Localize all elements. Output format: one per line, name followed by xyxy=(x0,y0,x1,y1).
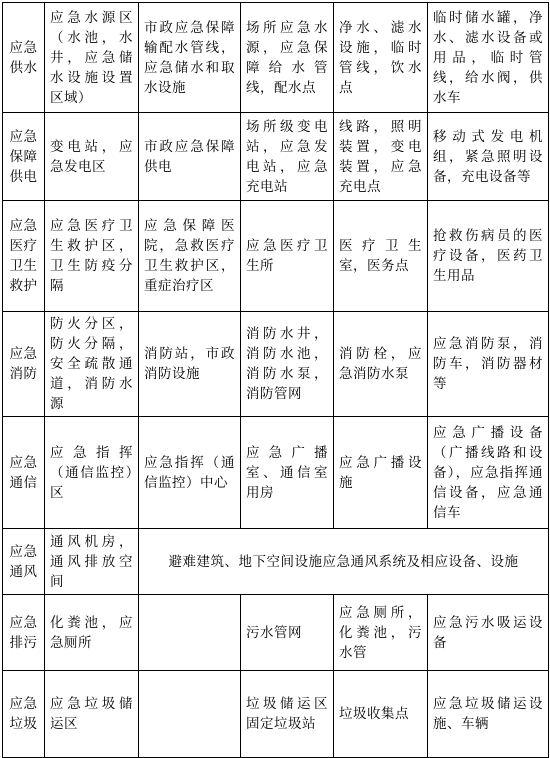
table-cell xyxy=(139,595,241,671)
table-cell: 消防水井，消防水池，消防水泵，消防管网 xyxy=(241,312,334,417)
table-cell: 垃圾储运区固定垃圾站 xyxy=(241,671,334,758)
table-cell: 市政应急保障供电 xyxy=(139,113,241,201)
table-cell: 化粪池，应急厕所 xyxy=(45,595,139,671)
table-cell: 线路，照明装置，变电装置，应急充电点 xyxy=(334,113,428,201)
table-cell: 应急厕所，化粪池，污水管 xyxy=(334,595,428,671)
table-cell: 应急消防泵，消防车，消防器材等 xyxy=(428,312,549,417)
merged-cell: 避难建筑、地下空间设施应急通风系统及相应设备、设施 xyxy=(139,529,549,595)
table-row xyxy=(3,312,549,417)
table-row xyxy=(3,3,549,113)
table-cell: 场所级变电站，应急发电站，应急充电站 xyxy=(241,113,334,201)
table-cell: 通风机房，通风排放空间 xyxy=(45,529,139,595)
table-cell: 抢救伤病员的医疗设备，医药卫生用品 xyxy=(428,201,549,312)
table-cell: 污水管网 xyxy=(241,595,334,671)
row-category: 应急通信 xyxy=(3,417,45,529)
table-cell: 临时储水罐，净水、滤水设备或用品，临时管线，给水阀，供水车 xyxy=(428,3,549,113)
table-row xyxy=(3,595,549,671)
table-cell xyxy=(139,671,241,758)
table-cell: 垃圾收集点 xyxy=(334,671,428,758)
table-row xyxy=(3,113,549,201)
table-cell: 消防站，市政消防设施 xyxy=(139,312,241,417)
table-cell: 应急水源区（水池，水井，应急储水设施设置区域） xyxy=(45,3,139,113)
table-row xyxy=(3,529,549,595)
table-cell: 医疗卫生室，医务点 xyxy=(334,201,428,312)
row-category: 应急医疗卫生救护 xyxy=(3,201,45,312)
table-cell: 净水、滤水设施，临时管线，饮水点 xyxy=(334,3,428,113)
table-cell: 场所应急水源，应急保障给水管线，配水点 xyxy=(241,3,334,113)
table-cell: 应急污水吸运设备 xyxy=(428,595,549,671)
table-cell: 应急保障医院，急救医疗卫生救护区，重症治疗区 xyxy=(139,201,241,312)
table-row xyxy=(3,671,549,758)
table-cell: 应急指挥（通信监控）中心 xyxy=(139,417,241,529)
table-cell: 应急指挥（通信监控）区 xyxy=(45,417,139,529)
row-category: 应急保障供电 xyxy=(3,113,45,201)
row-category: 应急通风 xyxy=(3,529,45,595)
row-category: 应急排污 xyxy=(3,595,45,671)
table-row xyxy=(3,201,549,312)
table-cell: 应急广播设施 xyxy=(334,417,428,529)
emergency-facilities-table xyxy=(2,2,549,758)
table-cell: 应急医疗卫生所 xyxy=(241,201,334,312)
row-category: 应急供水 xyxy=(3,3,45,113)
table-cell: 市政应急保障输配水管线，应急储水和取水设施 xyxy=(139,3,241,113)
table-cell: 应急垃圾储运区 xyxy=(45,671,139,758)
table-cell: 防火分区，防火分隔，安全疏散通道，消防水源 xyxy=(45,312,139,417)
row-category: 应急消防 xyxy=(3,312,45,417)
table-cell: 应急广播设备（广播线路和设备），应急指挥通信设备，应急通信车 xyxy=(428,417,549,529)
table-cell: 变电站，应急发电区 xyxy=(45,113,139,201)
table-cell: 应急垃圾储运设施、车辆 xyxy=(428,671,549,758)
table-body xyxy=(3,3,549,758)
table-row xyxy=(3,417,549,529)
table-cell: 消防栓，应急消防水泵 xyxy=(334,312,428,417)
table-cell: 移动式发电机组，紧急照明设备，充电设备等 xyxy=(428,113,549,201)
row-category: 应急垃圾 xyxy=(3,671,45,758)
table-cell: 应急广播室、通信室用房 xyxy=(241,417,334,529)
table-cell: 应急医疗卫生救护区，卫生防疫分隔 xyxy=(45,201,139,312)
